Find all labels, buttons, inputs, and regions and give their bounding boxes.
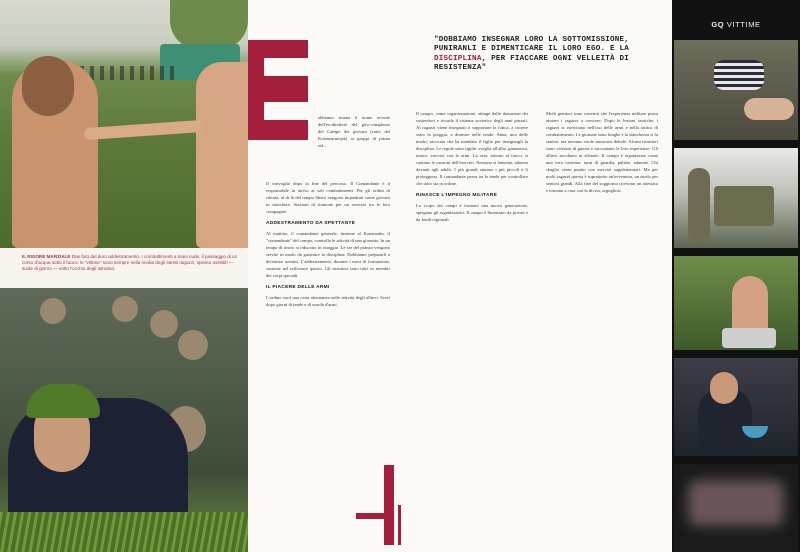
pull-quote <box>434 36 656 74</box>
swimmer-head <box>40 298 66 324</box>
decorative-red-bar <box>398 505 401 545</box>
paragraph: Il convoglio dopo la fine del percorso. Il Comandante è il responsabile in arrivo ai soli combattimenti. Per gli ordini di ritirata, al di là del tempo libero vengono inquadrati come giovani in maschera. Stazioni di riunione per un servizio tra le loro compagnie. <box>266 181 390 214</box>
subheading: ADDESTRAMENTO DA SPETTANTE <box>266 221 356 226</box>
article-column-2 <box>416 110 528 228</box>
paragraph: Il campo, come organizzazione, attinge dalle donazioni dei sostenitori e ricorda il sistema sovietico degli anni passati. Ai ragazzi viene insegnato a sopportare la fatica, a correre sotto la pioggia, a dormire nelle tende. Anna, una delle madri, racconta che ha mandato il figlio per insegnargli la disciplina. Le regole sono rigide: sveglia all'alba, ginnastica, marce, esercizi con le armi. La sera, attorno al fuoco, si cantano le canzoni dell'esercito. Nessuno si lamenta, almeno davanti agli adulti. I più grandi aiutano i più piccoli e li proteggono. Il comandante passa tra le tende per controllare che tutto sia in ordine. <box>416 111 528 186</box>
swimmer-head <box>112 296 138 322</box>
article-column-1-intro <box>318 114 390 154</box>
swimmer-head <box>178 330 208 360</box>
right-page <box>672 0 800 552</box>
subheading: RINASCE L'IMPEGNO MILITARE <box>416 193 498 198</box>
paragraph: Molti genitori sono convinti che l'esperienza militare possa aiutare i ragazzi a crescere. Dopo le lezioni teoriche, i ragazzi si esercitano nell'uso delle armi e nella tattica di combattimento. Le giornate sono lunghe e la stanchezza si fa sentire, ma nessuno vuole mostrarsi debole. Alcuni istruttori sono veterani di guerra e raccontano le loro esperienze. Gli allievi ascoltano in silenzio. Il campo è organizzato come una vera caserma: turni di guardia, pulizie, adunate. Chi sbaglia viene punito con esercizi supplementari. Ma per molti ragazzi questa è soprattutto un'avventura, un modo per sentirsi grandi. Alla fine del soggiorno ricevono un attestato e tornano a casa con la divisa, orgogliosi. <box>546 111 658 193</box>
drop-cap-cut <box>264 102 308 120</box>
boy-face <box>710 372 738 404</box>
swimmer-head <box>150 310 178 338</box>
outstretched-arm <box>84 120 205 140</box>
article-pages <box>248 0 672 552</box>
photo-boys-fighting <box>0 0 248 248</box>
pull-quote-prefix: "DOBBIAMO INSEGNAR LORO LA SOTTOMISSIONE, PUNIRANLI E DIMENTICARE IL LORO EGO. E LA <box>434 36 630 54</box>
decorative-red-bar <box>384 465 394 545</box>
drop-cap-cut <box>264 58 308 76</box>
paragraph: Lo scopo dei campi è formare una nuova generazione, spiegano gli organizzatori. Il campo è finanziato da privati e da fondi regionali. <box>416 203 528 222</box>
pull-quote-suffix: , PER FIACCARE OGNI VELLEITÀ DI RESISTENZA" <box>434 54 630 73</box>
soldier-with-rifle <box>688 168 710 244</box>
caption-label: IL RIGORE MARZIALE <box>22 254 71 259</box>
blurred-content <box>688 480 784 526</box>
drop-cap <box>248 40 308 140</box>
striped-shirt <box>714 60 764 90</box>
boy-left-head <box>22 56 74 116</box>
photo-meal <box>674 358 798 456</box>
grass <box>0 512 248 552</box>
brand-logo: GQ <box>711 20 725 29</box>
article-column-1 <box>266 180 390 313</box>
caption-text: Due foto del duro addestramento. I combattimenti a mani nude, il passaggio di un corso d'acqua sotto il fuoco: le "vittime" sono sempre nella media degli stessi ragazzi, spesso assistiti — suole di giorno — sotto l'occhio degli istruttori. <box>22 254 238 271</box>
sleeping-face <box>744 98 794 120</box>
subheading: IL PIACERE DELLE ARMI <box>266 285 330 290</box>
chair <box>722 328 776 348</box>
paragraph: L'ordine vuol una certa alternanza nelle attività degli allievi. Scesi dopo giorni di tende e di scuola d'armi. <box>266 295 390 307</box>
section-header <box>672 20 800 29</box>
photo-haircut <box>674 256 798 350</box>
section-name: VITTIME <box>726 20 761 29</box>
pull-quote-highlight: DISCIPLINA <box>434 54 482 63</box>
left-page <box>0 0 248 552</box>
photo-water-crossing <box>0 288 248 552</box>
photo-caption <box>0 248 248 288</box>
photo-sleeping-boy <box>674 40 798 140</box>
photo-barracks <box>674 148 798 248</box>
decorative-red-bar <box>356 513 390 519</box>
intro-paragraph: abbiamo situata il nome recente dell'ex-direttore del giro-complesso del Campo dei giovani (sotto del Krasnoarmejsk) ai gruppi di prima età... <box>318 115 390 148</box>
paragraph: Al mattino, il comandante generale, insieme al Konstantin, il "comandante" del campo, controlla le attività di una giornata. In un tempo di rinvio si riducono in ostaggio. Le vie del pranzo vengono servite in modo da garantire la disciplina. Dobbiamo prepararli a diventare uomini. L'addestramento, durante i mesi di formazione, consiste nel rafforzare questo. Gli istruttori sono tutti ex membri dei corpi speciali. <box>266 231 390 278</box>
boy-right <box>196 62 248 248</box>
hanging-uniforms <box>714 186 774 226</box>
tree <box>170 0 248 50</box>
article-column-3 <box>546 110 658 199</box>
blurred-advert-area <box>674 464 798 552</box>
camouflage-moss <box>26 384 100 418</box>
